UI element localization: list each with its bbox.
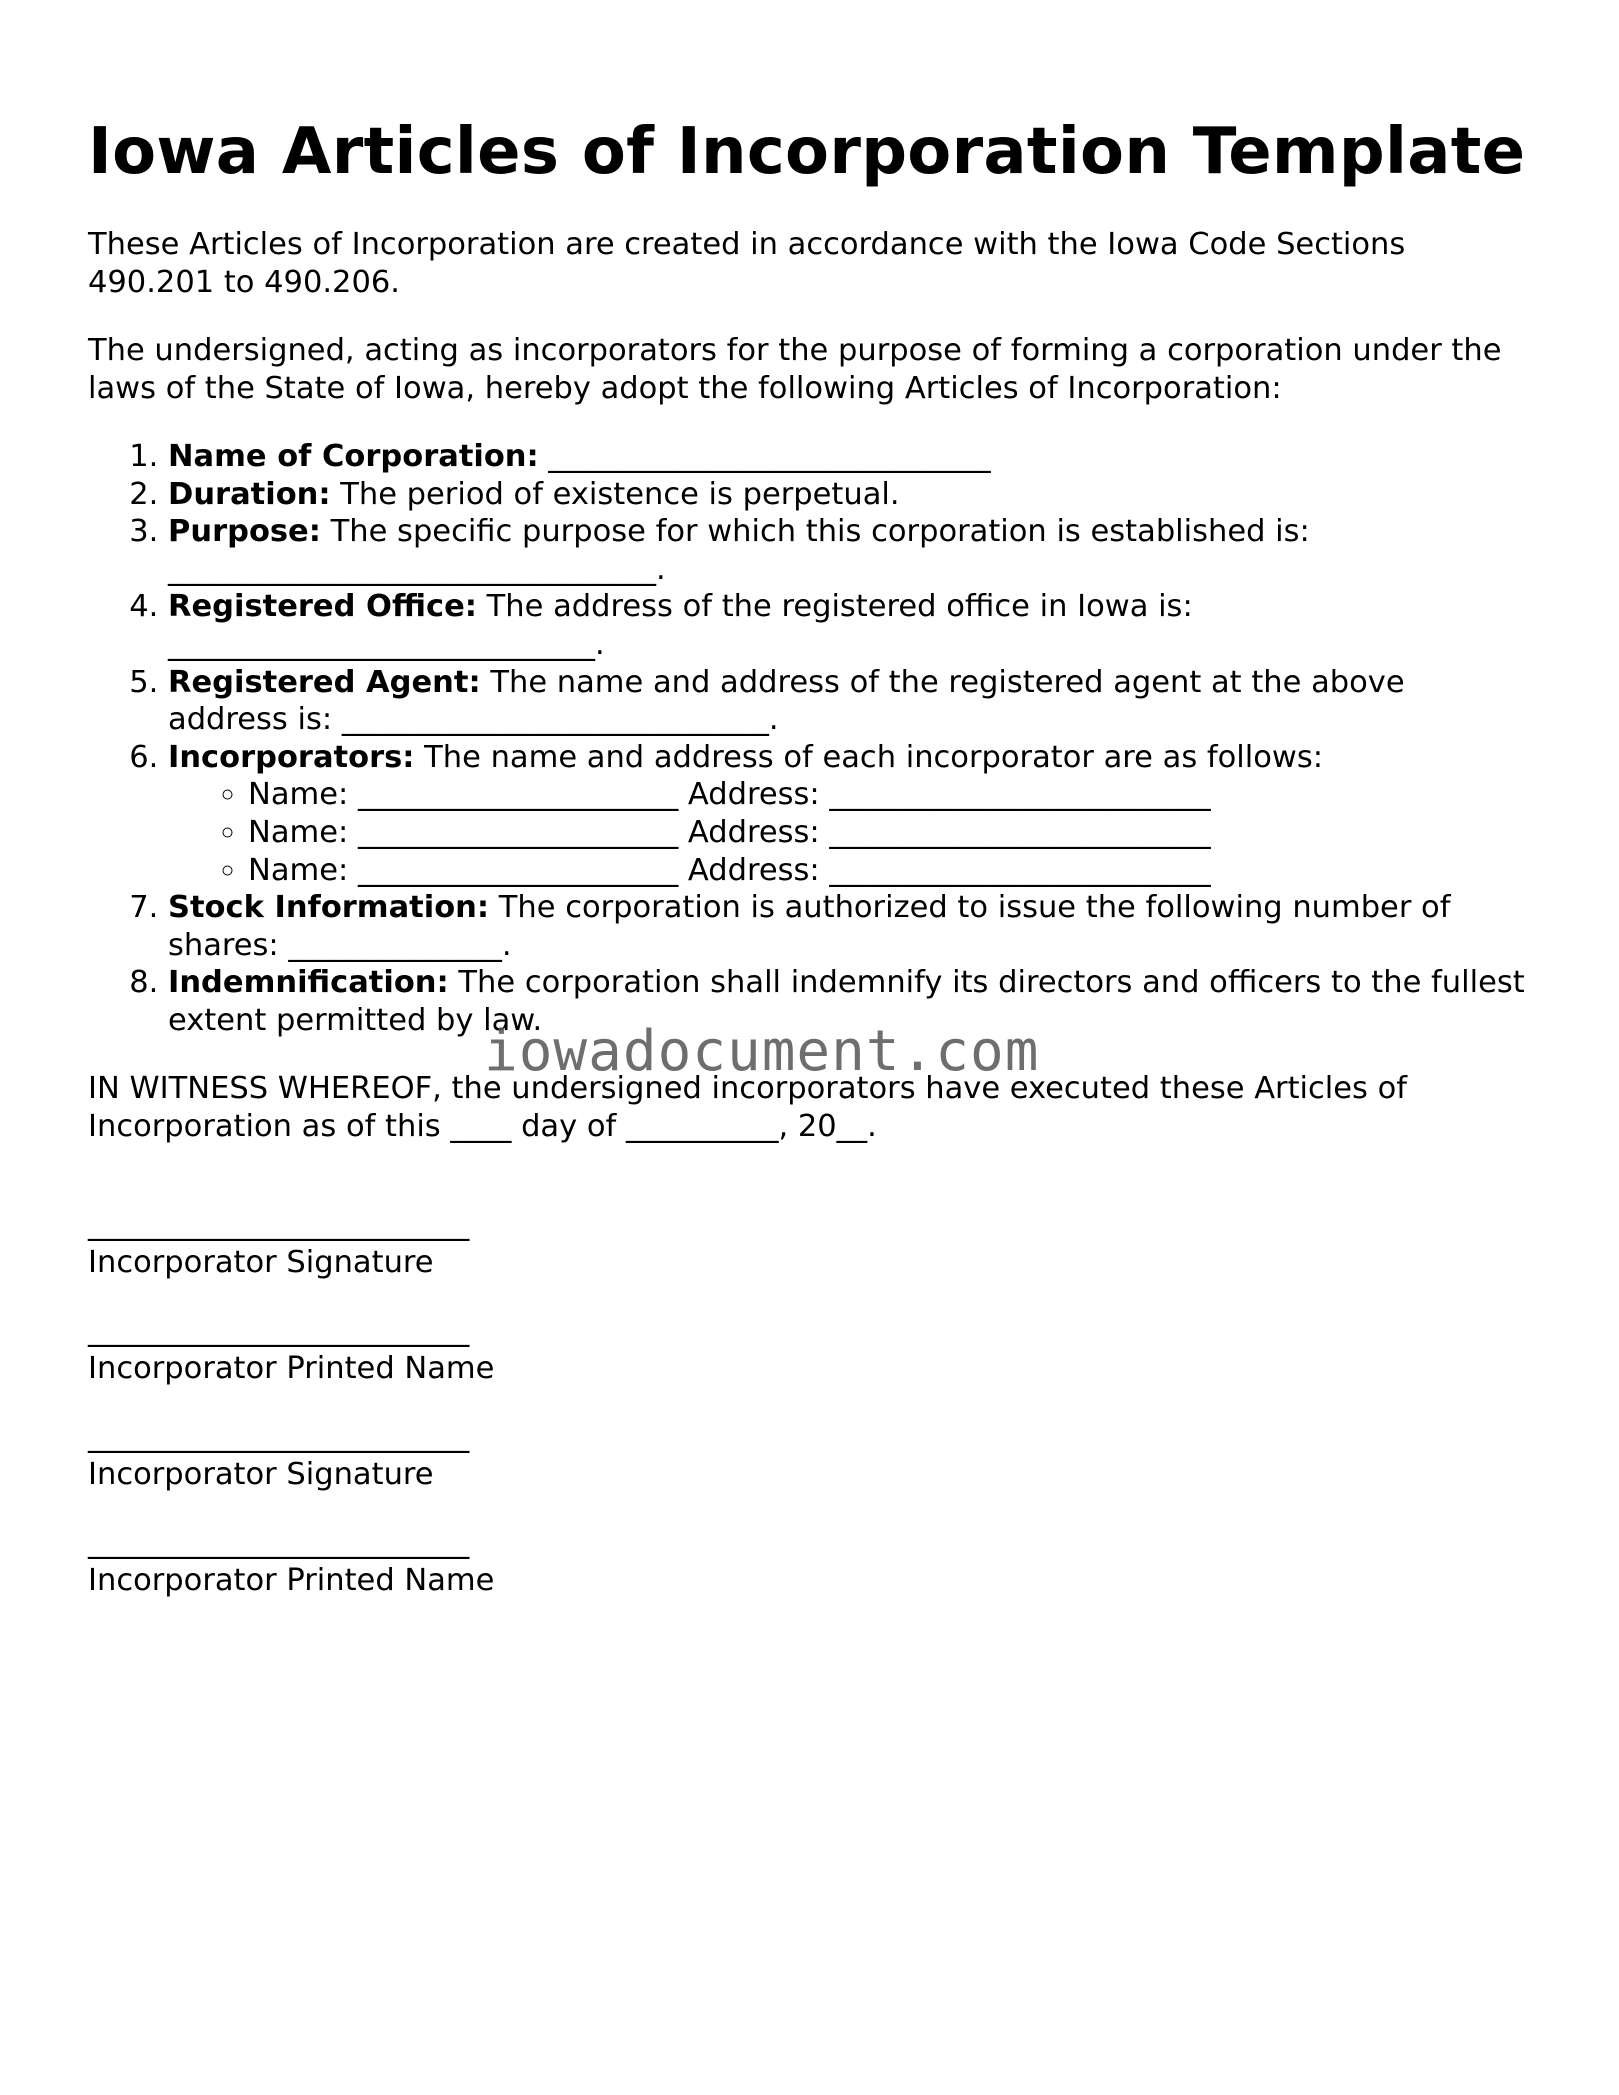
witness-paragraph: IN WITNESS WHEREOF, the undersigned incorporators have executed these Articles of Incorporation as of this ____ day of __________, 20__. (88, 1070, 1408, 1144)
article-label: Duration: (168, 476, 331, 512)
article-item (168, 588, 1528, 663)
document-title: Iowa Articles of Incorporation Template (88, 115, 1526, 189)
article-item (168, 664, 1528, 739)
document-page (88, 112, 1528, 1600)
article-text: The name and address of each incorporator are as follows: (414, 739, 1324, 775)
signature-line: _________________________ (88, 1312, 470, 1348)
incorporator-name-blank: Name: _____________________ (248, 852, 679, 888)
article-item (168, 889, 1528, 964)
incorporator-name-blank: Name: _____________________ (248, 777, 679, 813)
incorporator-address-blank: Address: _________________________ (678, 777, 1211, 813)
incorporator-name-blank: Name: _____________________ (248, 814, 679, 850)
article-item (168, 438, 1528, 476)
article-text: The corporation is authorized to issue the following number of shares: ______________. (168, 890, 1451, 963)
article-text: The address of the registered office in Iowa is: ____________________________. (168, 589, 1193, 662)
article-text: The corporation shall indemnify its directors and officers to the fullest extent permitted by law. (168, 965, 1525, 1038)
articles-list (88, 438, 1528, 1040)
incorporator-row (248, 814, 1528, 852)
article-label: Incorporators: (168, 739, 415, 775)
article-label: Stock Information: (168, 890, 490, 926)
signature-label: Incorporator Signature (88, 1456, 434, 1492)
article-label: Registered Office: (168, 589, 477, 625)
watermark: iowadocument.com (484, 1019, 1040, 1084)
signature-label: Incorporator Printed Name (88, 1562, 495, 1598)
article-text: The period of existence is perpetual. (330, 476, 900, 512)
article-label: Indemnification: (168, 965, 449, 1001)
article-item (168, 739, 1528, 889)
signature-block (88, 1176, 1528, 1600)
incorporator-address-blank: Address: _________________________ (678, 814, 1211, 850)
signature-line: _________________________ (88, 1418, 470, 1454)
article-item (168, 476, 1528, 514)
article-label: Registered Agent: (168, 664, 481, 700)
article-item (168, 513, 1528, 588)
article-text: The specific purpose for which this corporation is established is: ________________________________. (168, 514, 1310, 587)
incorporators-list (168, 776, 1528, 889)
signature-label: Incorporator Printed Name (88, 1350, 495, 1386)
signature-label: Incorporator Signature (88, 1244, 434, 1280)
article-text: The name and address of the registered agent at the above address is: ____________________________. (168, 664, 1405, 738)
article-label: Name of Corporation: (168, 439, 539, 474)
signature-line: _________________________ (88, 1206, 470, 1242)
incorporator-row (248, 776, 1528, 814)
intro-paragraph: These Articles of Incorporation are created in accordance with the Iowa Code Sections 490.201 to 490.206. (88, 227, 1406, 300)
article-text: _____________________________ (538, 439, 991, 474)
incorporator-row (248, 852, 1528, 890)
signature-line: _________________________ (88, 1524, 470, 1560)
incorporator-address-blank: Address: _________________________ (678, 852, 1211, 888)
article-label: Purpose: (168, 514, 321, 550)
adoption-paragraph: The undersigned, acting as incorporators for the purpose of forming a corporation under the laws of the State of Iowa, hereby adopt the following Articles of Incorporation: (88, 333, 1502, 406)
